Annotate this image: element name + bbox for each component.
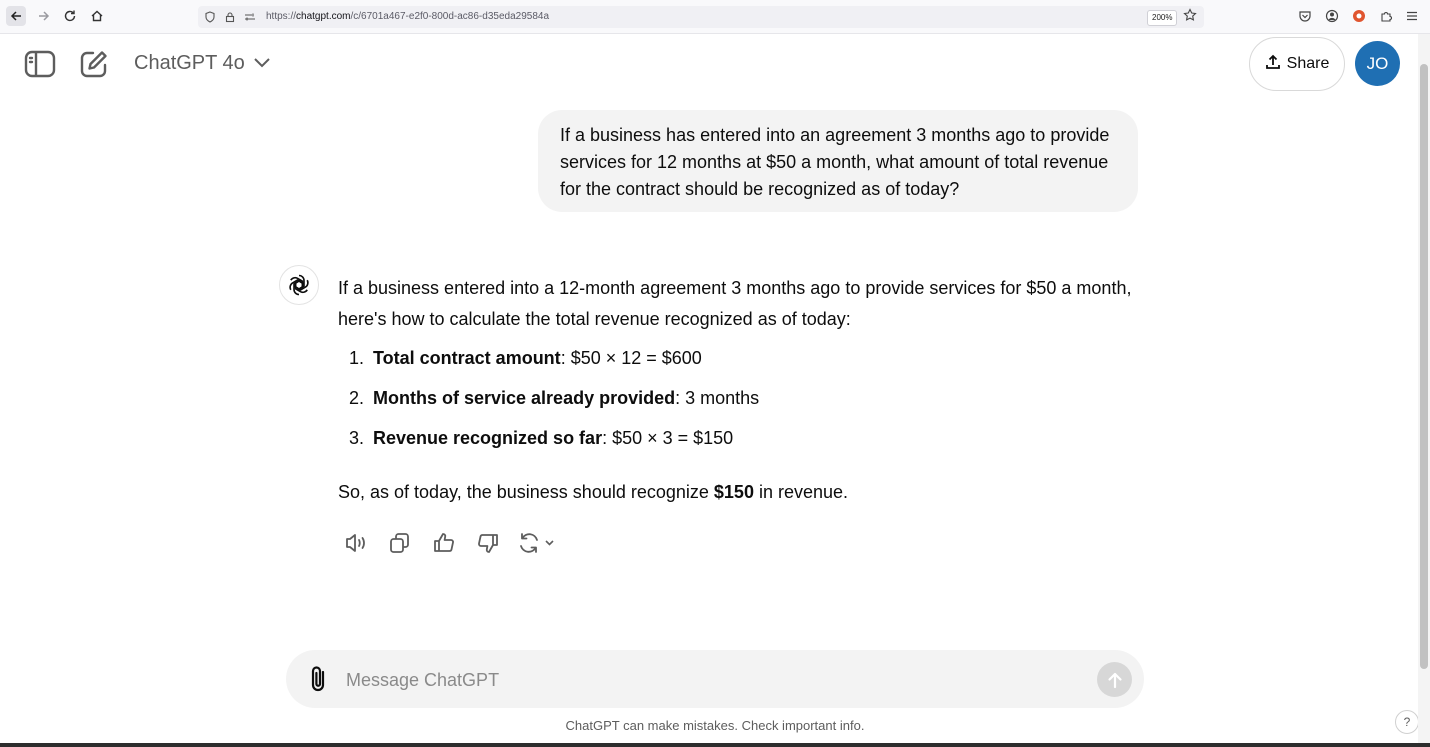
step-text: : 3 months	[675, 388, 760, 408]
assistant-summary	[338, 477, 1138, 508]
step-label: Total contract amount	[373, 348, 561, 368]
account-icon[interactable]	[1323, 7, 1341, 25]
bookmark-star-icon[interactable]	[1183, 8, 1197, 27]
list-number: 1.	[349, 348, 365, 368]
message-composer	[286, 650, 1144, 708]
pocket-icon[interactable]	[1296, 7, 1314, 25]
extension-shield-icon[interactable]	[1350, 7, 1368, 25]
scrollbar-thumb[interactable]	[1420, 64, 1428, 669]
user-avatar[interactable]: JO	[1355, 41, 1400, 86]
message-actions	[340, 527, 572, 559]
step-text: : $50 × 3 = $150	[602, 428, 734, 448]
step-label: Months of service already provided	[373, 388, 676, 408]
zoom-level-badge[interactable]: 200%	[1147, 10, 1177, 26]
share-button[interactable]	[1249, 37, 1345, 91]
lock-icon[interactable]	[222, 9, 238, 25]
steps-list	[338, 343, 1138, 463]
disclaimer-text: ChatGPT can make mistakes. Check important info.	[565, 718, 865, 733]
read-aloud-speaker-icon[interactable]	[340, 527, 372, 559]
model-name: ChatGPT 4o	[134, 52, 245, 74]
share-label: Share	[1286, 55, 1330, 72]
assistant-intro: If a business entered into a 12-month agreement 3 months ago to provide services for $50 a month, here's how to calculate the total revenue recognized as of today:	[338, 278, 1132, 329]
summary-text: So, as of today, the business should recognize	[338, 482, 714, 502]
url-domain: chatgpt.com	[296, 11, 351, 22]
extensions-puzzle-icon[interactable]	[1377, 7, 1395, 25]
taskbar-strip	[0, 743, 1430, 747]
list-item	[338, 383, 1138, 423]
forward-arrow-icon[interactable]	[34, 6, 54, 26]
address-bar[interactable]	[198, 6, 1204, 28]
tracking-shield-icon[interactable]	[202, 9, 218, 25]
assistant-message	[338, 273, 1138, 508]
list-number: 2.	[349, 388, 365, 408]
page-scrollbar[interactable]	[1418, 34, 1430, 747]
step-text: : $50 × 12 = $600	[560, 348, 702, 368]
list-item	[338, 423, 1138, 463]
send-arrow-icon[interactable]	[1097, 662, 1132, 697]
browser-toolbar	[0, 0, 1430, 34]
back-arrow-icon[interactable]	[6, 6, 26, 26]
list-item	[338, 343, 1138, 383]
menu-hamburger-icon[interactable]	[1403, 7, 1421, 25]
model-selector[interactable]	[134, 52, 271, 75]
regenerate-icon[interactable]	[516, 527, 560, 559]
new-chat-edit-icon[interactable]	[76, 46, 112, 82]
list-number: 3.	[349, 428, 365, 448]
url-text[interactable]	[266, 11, 549, 22]
home-icon[interactable]	[87, 6, 107, 26]
user-message: If a business has entered into an agreement 3 months ago to provide services for 12 months at $50 a month, what amount of total revenue for the contract should be recognized as of today?	[538, 110, 1138, 212]
thumbs-down-icon[interactable]	[472, 527, 504, 559]
sidebar-toggle-icon[interactable]	[22, 46, 58, 82]
attach-paperclip-icon[interactable]	[303, 663, 335, 695]
copy-icon[interactable]	[384, 527, 416, 559]
help-button[interactable]: ?	[1395, 710, 1419, 734]
step-label: Revenue recognized so far	[373, 428, 603, 448]
message-input[interactable]	[344, 666, 1068, 694]
chatgpt-logo-icon	[279, 265, 319, 305]
chevron-down-icon	[253, 52, 271, 75]
reload-icon[interactable]	[60, 6, 80, 26]
summary-amount: $150	[713, 482, 754, 502]
url-prefix: https://	[266, 11, 297, 22]
url-path: /c/6701a467-e2f0-800d-ac86-d35eda29584a	[350, 11, 550, 22]
permissions-icon[interactable]	[242, 9, 258, 25]
share-upload-icon	[1265, 54, 1281, 75]
thumbs-up-icon[interactable]	[428, 527, 460, 559]
summary-text-end: in revenue.	[753, 482, 849, 502]
